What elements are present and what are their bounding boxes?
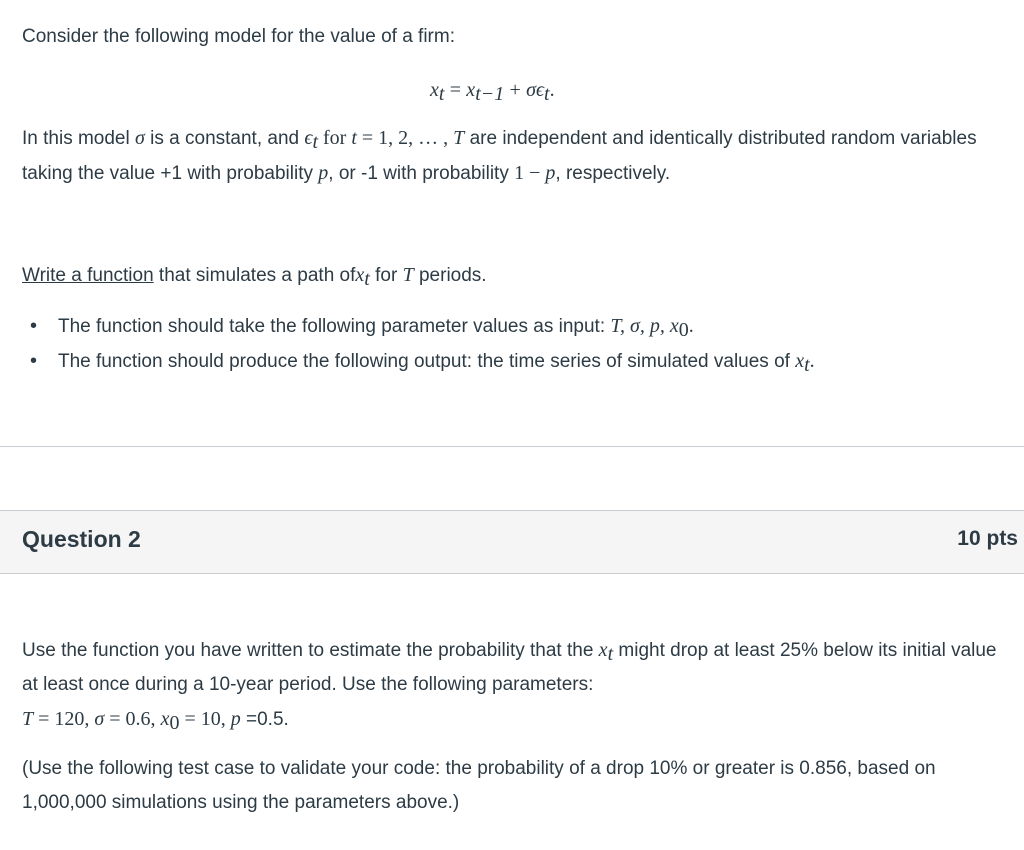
question-title: Question 2 [22,526,141,552]
write-function-link[interactable]: Write a function [22,265,154,286]
test-case-text: (Use the following test case to validate your code: the probability of a drop 10% or greater is 0.856, based on 1,000,000 simulations using the parameters above.) [22,758,936,813]
question-2-header [0,510,1024,574]
intro-text: Consider the following model for the value of a firm: [22,26,455,47]
requirements-list [22,309,815,379]
question-points: 10 pts [957,527,1018,550]
model-description: In this model σ is a constant, and $\epsilon_t$ for t = 1, 2, … , T are independent and identically distributed random variables taking the value +1 with probability p, or -1 with probability 1 − p, respectively. [22,127,977,184]
list-item: • The function should take the following parameter values as input: T, σ, p, $x_0$. [22,309,815,344]
model-formula: $x_t = x_{t-1} + \sigma\epsilon_t$. [430,79,555,105]
task-instruction: Write a function that simulates a path ofx$_t$ for T periods. [22,264,487,290]
question-divider [0,446,1024,447]
question-2-text: Use the function you have written to estimate the probability that the $x_t$ might drop at least 25% below its initial value at least once during a 10-year period. Use the following parameters: T = 120, σ = 0.6, $x_0 = 10$, p =0.5. [22,639,997,734]
list-item: • The function should produce the following output: the time series of simulated values of $x_t$. [22,344,815,379]
